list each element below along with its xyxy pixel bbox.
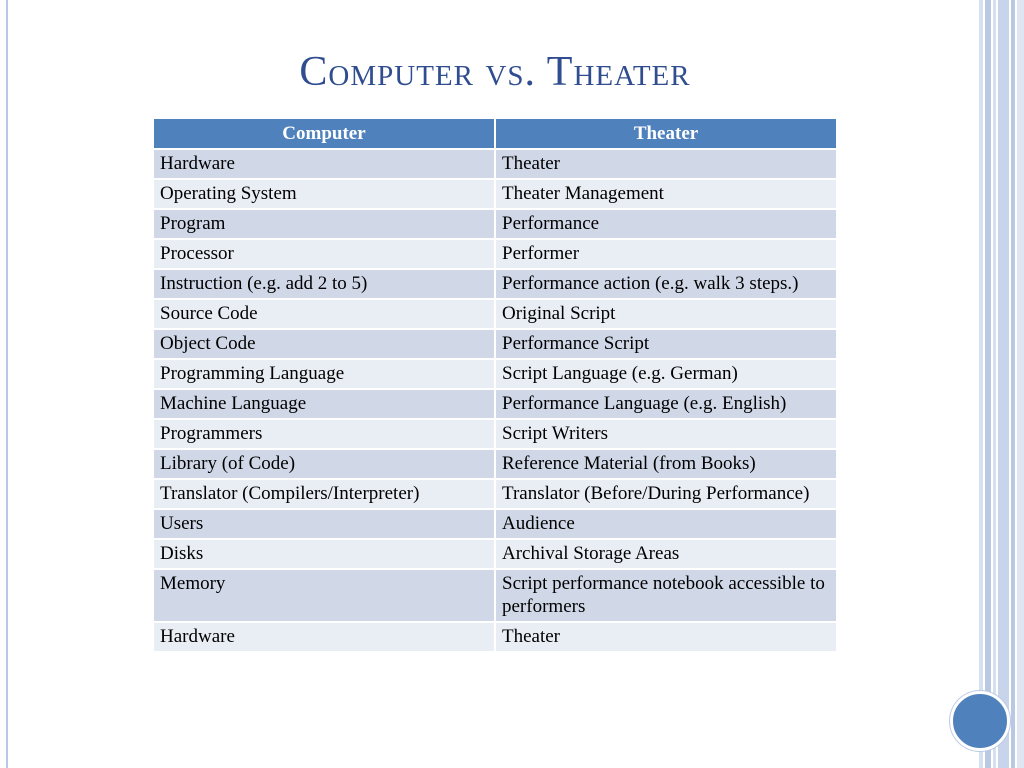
table-row xyxy=(154,269,836,299)
computer-cell: Hardware xyxy=(154,149,495,179)
theater-cell: Archival Storage Areas xyxy=(495,539,836,569)
theater-cell: Script performance notebook accessible to performers xyxy=(495,569,836,622)
theater-cell: Script Language (e.g. German) xyxy=(495,359,836,389)
table-row xyxy=(154,479,836,509)
computer-cell: Source Code xyxy=(154,299,495,329)
theater-cell: Performance Script xyxy=(495,329,836,359)
computer-cell: Hardware xyxy=(154,622,495,652)
theater-cell: Original Script xyxy=(495,299,836,329)
theater-cell: Theater xyxy=(495,149,836,179)
table-row xyxy=(154,329,836,359)
theater-cell: Performance xyxy=(495,209,836,239)
theater-cell: Translator (Before/During Performance) xyxy=(495,479,836,509)
table-row xyxy=(154,509,836,539)
computer-cell: Instruction (e.g. add 2 to 5) xyxy=(154,269,495,299)
computer-cell: Translator (Compilers/Interpreter) xyxy=(154,479,495,509)
theater-cell: Performance action (e.g. walk 3 steps.) xyxy=(495,269,836,299)
decorative-circle xyxy=(950,691,1010,751)
table-row xyxy=(154,179,836,209)
computer-cell: Machine Language xyxy=(154,389,495,419)
slide-title: Computer vs. Theater xyxy=(299,49,691,95)
table-row xyxy=(154,389,836,419)
table-row xyxy=(154,209,836,239)
table-body xyxy=(154,149,836,652)
theater-cell: Audience xyxy=(495,509,836,539)
comparison-table xyxy=(154,119,836,653)
theater-cell: Theater Management xyxy=(495,179,836,209)
theater-cell: Reference Material (from Books) xyxy=(495,449,836,479)
computer-cell: Operating System xyxy=(154,179,495,209)
table-row xyxy=(154,449,836,479)
computer-cell: Processor xyxy=(154,239,495,269)
computer-cell: Disks xyxy=(154,539,495,569)
computer-cell: Library (of Code) xyxy=(154,449,495,479)
computer-cell: Object Code xyxy=(154,329,495,359)
table-header-row xyxy=(154,119,836,149)
theater-cell: Performer xyxy=(495,239,836,269)
computer-cell: Program xyxy=(154,209,495,239)
table-row xyxy=(154,299,836,329)
table-row xyxy=(154,359,836,389)
table-row xyxy=(154,239,836,269)
slide-frame-right-stripes xyxy=(979,0,1024,768)
theater-cell: Theater xyxy=(495,622,836,652)
theater-cell: Performance Language (e.g. English) xyxy=(495,389,836,419)
table-row xyxy=(154,622,836,652)
computer-cell: Users xyxy=(154,509,495,539)
table-row xyxy=(154,149,836,179)
computer-cell: Programmers xyxy=(154,419,495,449)
column-header-computer: Computer xyxy=(154,119,495,149)
table-row xyxy=(154,539,836,569)
theater-cell: Script Writers xyxy=(495,419,836,449)
table-row xyxy=(154,569,836,622)
slide-frame-left-line xyxy=(6,0,8,768)
column-header-theater: Theater xyxy=(495,119,836,149)
table-row xyxy=(154,419,836,449)
computer-cell: Memory xyxy=(154,569,495,622)
computer-cell: Programming Language xyxy=(154,359,495,389)
